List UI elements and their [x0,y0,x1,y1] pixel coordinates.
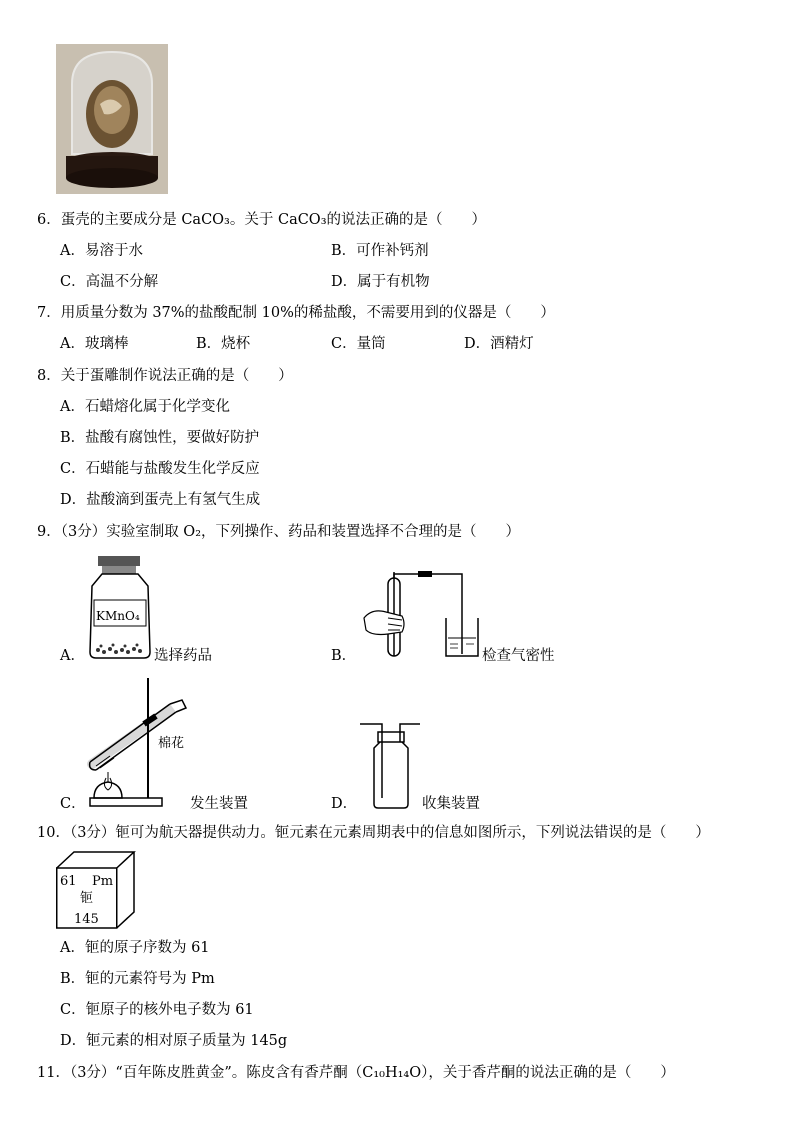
q10-option-b[interactable]: B．钷的元素符号为 Pm [60,971,215,987]
q9-a-label: 选择药品 [154,648,212,664]
q7-option-a[interactable]: A．玻璃棒 [60,336,129,352]
question-6-stem: 6．蛋壳的主要成分是 CaCO₃。关于 CaCO₃的说法正确的是（ ） [37,212,487,228]
q9-option-d[interactable]: D． [331,796,358,812]
q7-option-b[interactable]: B．烧杯 [196,336,251,352]
reagent-bottle-figure [86,556,154,660]
q6-option-c[interactable]: C．高温不分解 [60,274,159,290]
q7-option-d[interactable]: D．酒精灯 [464,336,534,352]
q6-option-d[interactable]: D．属于有机物 [331,274,430,290]
element-name: 钷 [80,891,94,906]
q6-option-a[interactable]: A．易溶于水 [60,243,143,259]
q6-option-b[interactable]: B．可作补钙剂 [331,243,429,259]
question-7-stem: 7．用质量分数为 37%的盐酸配制 10%的稀盐酸，不需要用到的仪器是（ ） [37,305,555,321]
question-10-stem: 10．（3分）钷可为航天器提供动力。钷元素在元素周期表中的信息如图所示，下列说法错误的是（ ） [37,825,710,841]
egg-carving-photo [56,44,168,194]
q8-option-c[interactable]: C．石蜡能与盐酸发生化学反应 [60,461,260,477]
q9-option-c[interactable]: C． [60,796,86,812]
bottle-label: KMnO₄ [96,609,140,623]
q10-option-c[interactable]: C．钷原子的核外电子数为 61 [60,1002,254,1018]
q8-option-b[interactable]: B．盐酸有腐蚀性，要做好防护 [60,430,260,446]
q9-option-a[interactable]: A． [60,648,85,664]
question-8-stem: 8．关于蛋雕制作说法正确的是（ ） [37,368,293,384]
q8-option-d[interactable]: D．盐酸滴到蛋壳上有氢气生成 [60,492,261,508]
question-9-stem: 9．（3分）实验室制取 O₂，下列操作、药品和装置选择不合理的是（ ） [37,524,521,540]
q10-option-a[interactable]: A．钷的原子序数为 61 [60,940,210,956]
q9-c-label: 发生装置 [190,796,248,812]
q9-b-label: 检查气密性 [482,648,555,664]
periodic-table-cell [56,850,136,930]
q7-option-c[interactable]: C．量筒 [331,336,386,352]
gas-collection-figure [358,718,424,810]
q9-option-b[interactable]: B． [331,648,357,664]
q10-option-d[interactable]: D．钷元素的相对原子质量为 145g [60,1033,288,1049]
q8-option-a[interactable]: A．石蜡熔化属于化学变化 [60,399,230,415]
q9-d-label: 收集装置 [422,796,480,812]
atomic-number: 61 [60,874,77,889]
cotton-label: 棉花 [158,736,185,751]
atomic-mass: 145 [74,912,99,927]
element-symbol: Pm [92,874,114,889]
question-11-stem: 11．（3分）“百年陈皮胜黄金”。陈皮含有香芹酮（C₁₀H₁₄O），关于香芹酮的说法正确的是（ ） [37,1065,675,1081]
airtightness-check-figure [358,568,482,660]
